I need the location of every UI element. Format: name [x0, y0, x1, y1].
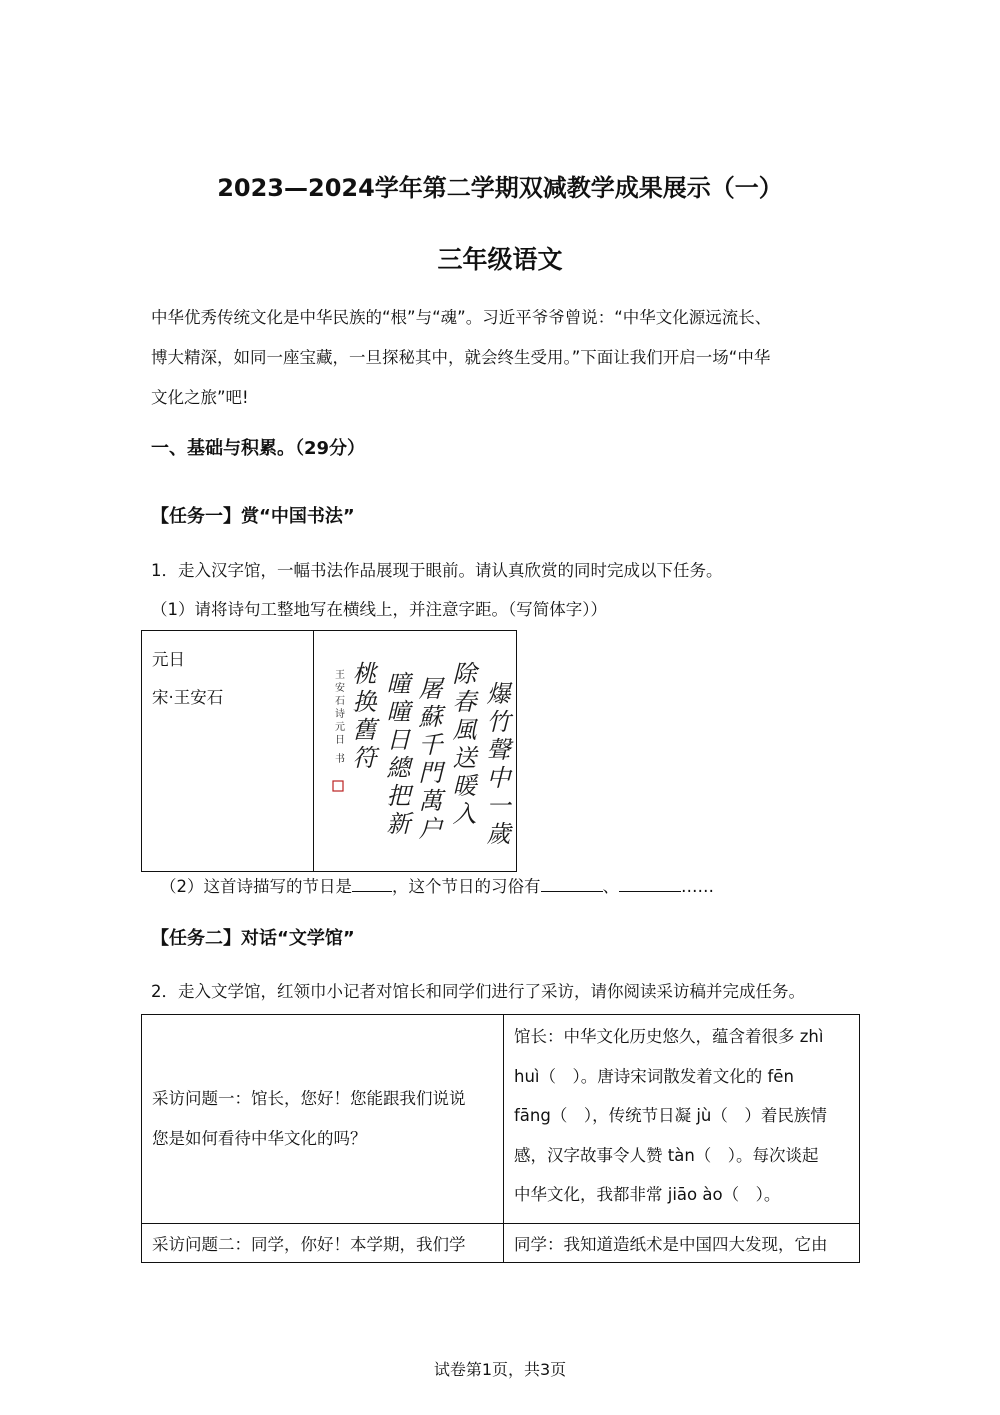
interview-line: 馆长：中华文化历史悠久，蕴含着很多 zhì: [514, 1027, 824, 1046]
question-1-sub-2: [160, 873, 714, 897]
interview-answer-2: 同学：我知道造纸术是中国四大发现，它由: [504, 1224, 860, 1263]
answer-blank-custom-1[interactable]: [541, 875, 603, 892]
seal-stamp-icon: [333, 781, 343, 791]
interview-line: 您是如何看待中华文化的吗？: [152, 1129, 367, 1148]
task1-heading: 【任务一】赏“中国书法”: [151, 506, 355, 527]
intro-line: 博大精深，如同一座宝藏，一旦探秘其中，就会终生受用。”下面让我们开启一场“中华: [151, 348, 771, 367]
intro-line: 文化之旅”吧!: [151, 388, 249, 407]
calligraphy-column: 曈曈日總把新: [382, 671, 410, 839]
interview-line: 中华文化，我都非常 jiāo ào（ ）。: [514, 1185, 781, 1204]
question-1: 1．走入汉字馆，一幅书法作品展现于眼前。请认真欣赏的同时完成以下任务。: [151, 561, 723, 580]
poem-info-cell: [142, 631, 314, 872]
page-title: 2023—2024学年第二学期双减教学成果展示（一）: [217, 174, 783, 202]
task2-heading: 【任务二】对话“文学馆”: [151, 928, 355, 949]
calligraphy-column: 除春風送暖入: [448, 661, 476, 829]
calligraphy-cell: [314, 631, 517, 872]
intro-paragraph: [151, 298, 871, 418]
sub2-text-b: ，这个节日的习俗有: [392, 877, 541, 896]
answer-blank-custom-2[interactable]: [619, 875, 681, 892]
answer-blank-festival[interactable]: [352, 875, 392, 892]
interview-line: 感，汉字故事令人赞 tàn（ ）。每次谈起: [514, 1145, 819, 1165]
interview-question-2: 采访问题二：同学，你好！本学期，我们学: [142, 1224, 504, 1263]
sub2-text-d: ……: [681, 877, 714, 896]
interview-answer-1: [504, 1015, 860, 1224]
interview-line: 采访问题一：馆长，您好！您能跟我们说说: [152, 1089, 466, 1108]
question-1-sub-1: （1）请将诗句工整地写在横线上，并注意字距。（写简体字））: [151, 600, 607, 619]
interview-line: fāng（ ），传统节日凝 jù（ ）着民族情: [514, 1106, 827, 1125]
calligraphy-inscription: 王安石诗元日 书: [332, 669, 344, 767]
interview-line: huì（ ）。唐诗宋词散发着文化的 fēn: [514, 1066, 794, 1086]
page-subtitle: 三年级语文: [437, 245, 563, 274]
question-2: 2．走入文学馆，红领巾小记者对馆长和同学们进行了采访，请你阅读采访稿并完成任务。: [151, 982, 805, 1001]
intro-line: 中华优秀传统文化是中华民族的“根”与“魂”。习近平爷爷曾说：“中华文化源远流长、: [151, 308, 772, 327]
sub2-text-a: （2）这首诗描写的节日是: [160, 877, 352, 896]
sub2-text-c: 、: [602, 877, 619, 896]
page-footer: 试卷第1页，共3页: [433, 1360, 567, 1379]
poem-table: [141, 630, 517, 872]
section-heading: 一、基础与积累。（29分）: [151, 438, 366, 459]
poem-author: 宋·王安石: [152, 688, 224, 707]
interview-question-1: [142, 1015, 504, 1224]
calligraphy-image: [314, 631, 516, 867]
interview-table: [141, 1014, 860, 1263]
calligraphy-column: 桃换舊符: [348, 661, 376, 773]
calligraphy-column: 屠蘇千門萬户: [414, 676, 442, 844]
poem-title: 元日: [152, 650, 185, 669]
calligraphy-column: 爆竹聲中一歲: [482, 681, 510, 849]
